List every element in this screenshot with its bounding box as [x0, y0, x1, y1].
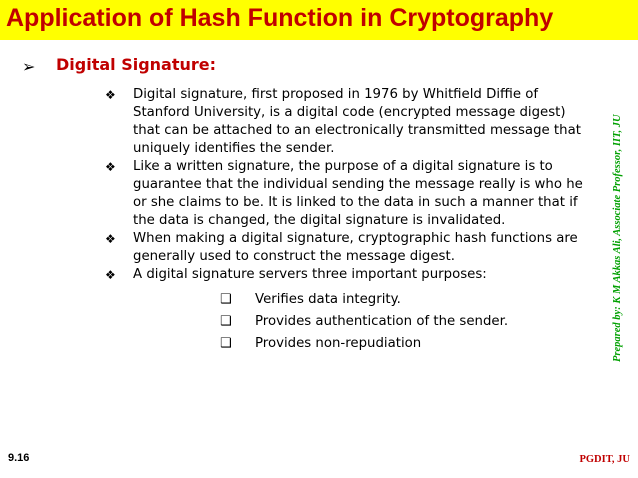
diamond-bullet-icon: ❖: [105, 88, 116, 102]
bullet-text: When making a digital signature, cryptographic hash functions are generally used to construct the message digest.: [133, 231, 578, 264]
bullet-text: Like a written signature, the purpose of a digital signature is to guarantee that the individual sending the message really is who he or she claims to be. It is linked to the data in such a manner that if the data is changed, the digital signature is invalidated.: [133, 159, 583, 228]
bullet-text: A digital signature servers three important purposes:: [133, 267, 487, 282]
slide-number: 9.16: [8, 452, 30, 464]
diamond-bullet-icon: ❖: [105, 160, 116, 174]
diamond-bullet-icon: ❖: [105, 268, 116, 282]
heading-text: Digital Signature:: [56, 55, 217, 74]
footer-organization: PGDIT, JU: [579, 454, 630, 465]
sub-bullet-text: Verifies data integrity.: [255, 292, 401, 307]
sub-bullet-text: Provides non-repudiation: [255, 336, 422, 351]
sub-bullet-text: Provides authentication of the sender.: [255, 314, 509, 329]
checkbox-bullet-icon: ❑: [220, 292, 232, 307]
author-credit: Prepared by: K M Akkas Ali, Associate Professor, IIT, JU: [612, 114, 623, 362]
slide-title: Application of Hash Function in Cryptography: [6, 4, 554, 32]
arrow-bullet-icon: ➢: [22, 57, 36, 76]
checkbox-bullet-icon: ❑: [220, 336, 232, 351]
bullet-text: Digital signature, first proposed in 1976 by Whitfield Diffie of Stanford University, is a digital code (encrypted message digest) that can be attached to an electronically transmitted message that uniquely identifies the sender.: [133, 87, 581, 156]
checkbox-bullet-icon: ❑: [220, 314, 232, 329]
diamond-bullet-icon: ❖: [105, 232, 116, 246]
title-bar: [0, 0, 638, 40]
